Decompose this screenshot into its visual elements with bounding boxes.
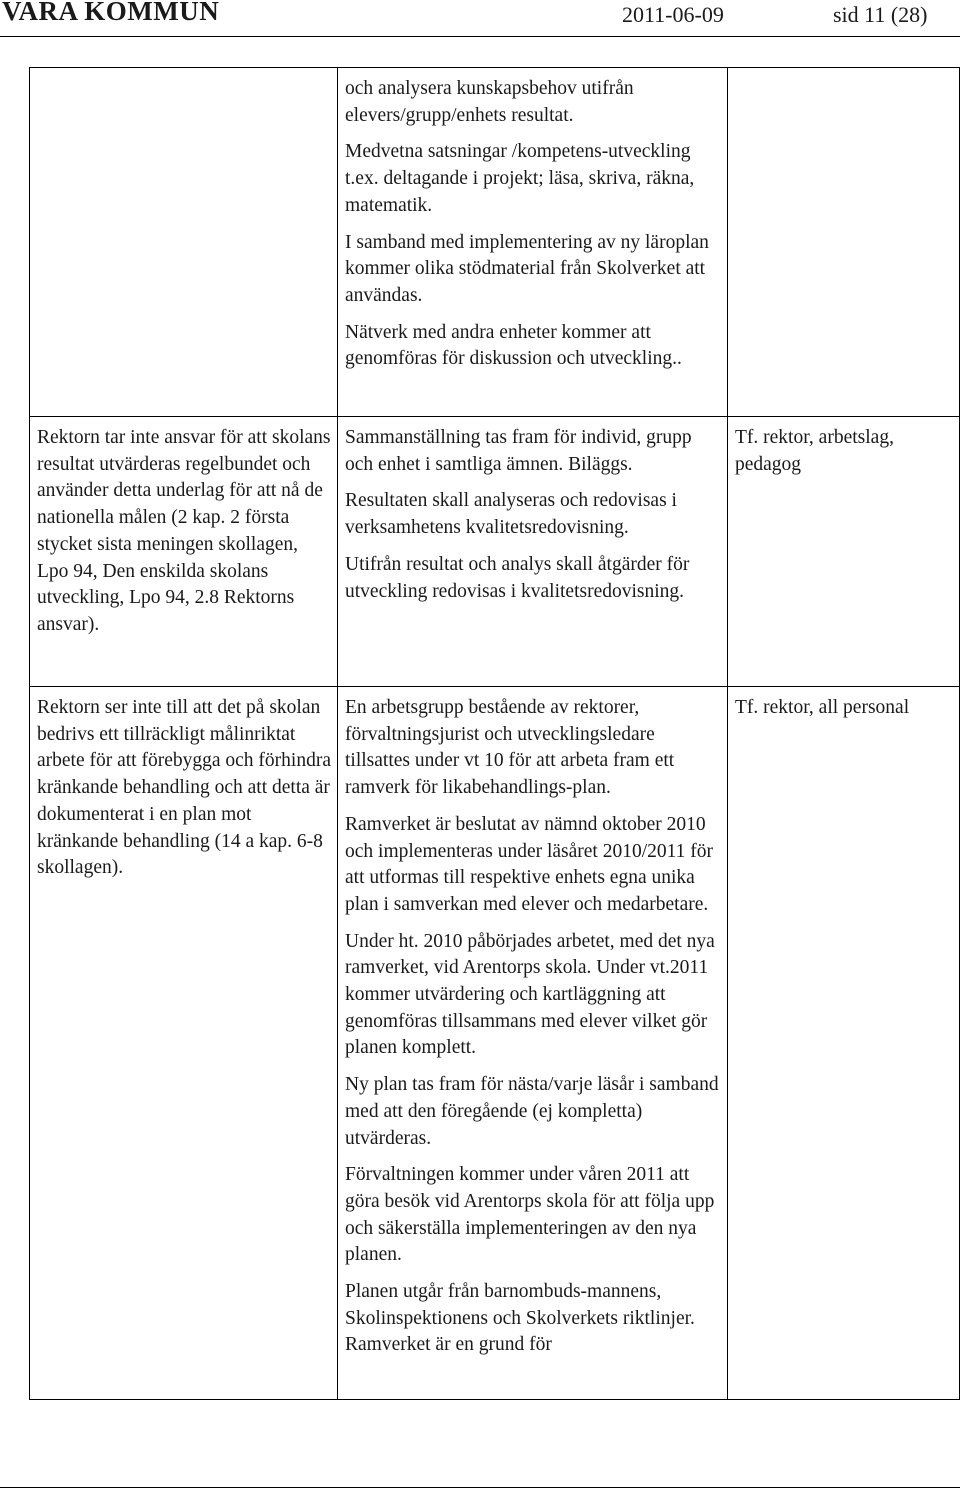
paragraph: Planen utgår från barnombuds-mannens, Skolinspektionens och Skolverkets riktlinjer. Ramverket är en grund för <box>345 1281 695 1356</box>
paragraph: Ny plan tas fram för nästa/varje läsår i samband med att den föregående (ej kompletta) utvärderas. <box>345 1074 719 1149</box>
paragraph: Rektorn tar inte ansvar för att skolans resultat utvärderas regelbundet och använder detta underlag för att nå de nationella målen (2 kap. 2 första stycket sista meningen skollagen, Lpo 94, Den enskilda skolans utveckling, Lpo 94, 2.8 Rektorns ansvar). <box>37 427 331 635</box>
responsible-cell <box>728 68 960 417</box>
paragraph: Medvetna satsningar /kompetens-utveckling t.ex. deltagande i projekt; läsa, skriva, räkna, matematik. <box>345 141 695 216</box>
footer-rule <box>0 1487 960 1488</box>
action-plan-table <box>29 67 960 1400</box>
paragraph: Tf. rektor, all personal <box>735 697 910 718</box>
action-cell <box>338 68 728 417</box>
document-date: 2011-06-09 <box>622 2 724 27</box>
paragraph: Sammanställning tas fram för individ, grupp och enhet i samtliga ämnen. Biläggs. <box>345 427 692 475</box>
paragraph: Resultaten skall analyseras och redovisas i verksamhetens kvalitetsredovisning. <box>345 490 677 539</box>
finding-cell <box>30 68 338 417</box>
header-rule <box>0 36 960 37</box>
paragraph: Under ht. 2010 påbörjades arbetet, med det nya ramverket, vid Arentorps skola. Under vt.2011 kommer utvärdering och kartläggning att genomföras tillsammans med elever vilket gör planen komplett. <box>345 930 715 1059</box>
action-cell <box>338 417 728 687</box>
table-row <box>30 68 960 417</box>
paragraph: Utifrån resultat och analys skall åtgärder för utveckling redovisas i kvalitetsredovisning. <box>345 553 690 602</box>
paragraph: Ramverket är beslutat av nämnd oktober 2010 och implementeras under läsåret 2010/2011 för att utformas till respektive enhets egna unika plan i samverkan med elever och medarbetare. <box>345 813 714 915</box>
page-header <box>0 0 960 38</box>
paragraph: och analysera kunskapsbehov utifrån elevers/grupp/enhets resultat. <box>345 78 634 126</box>
responsible-cell <box>728 417 960 687</box>
action-cell <box>338 687 728 1400</box>
paragraph: Rektorn ser inte till att det på skolan bedrivs ett tillräckligt målinriktat arbete för att förebygga och förhindra kränkande behandling och att detta är dokumenterat i en plan mot kränkande behandling (14 a kap. 6-8 skollagen). <box>37 697 331 879</box>
organization-name: VARA KOMMUN <box>2 0 220 26</box>
paragraph: Förvaltningen kommer under våren 2011 att göra besök vid Arentorps skola för att följa upp och säkerställa implementeringen av den nya planen. <box>345 1164 715 1266</box>
table-row <box>30 417 960 687</box>
paragraph: I samband med implementering av ny läroplan kommer olika stödmaterial från Skolverket att användas. <box>345 231 709 306</box>
finding-cell <box>30 687 338 1400</box>
paragraph: En arbetsgrupp bestående av rektorer, förvaltningsjurist och utvecklingsledare tillsattes under vt 10 för att arbeta fram ett ramverk för likabehandlings-plan. <box>345 697 675 799</box>
responsible-cell <box>728 687 960 1400</box>
page-number: sid 11 (28) <box>833 2 928 27</box>
finding-cell <box>30 417 338 687</box>
paragraph: Nätverk med andra enheter kommer att genomföras för diskussion och utveckling.. <box>345 321 682 370</box>
paragraph: Tf. rektor, arbetslag, pedagog <box>735 427 894 475</box>
table-row <box>30 687 960 1400</box>
